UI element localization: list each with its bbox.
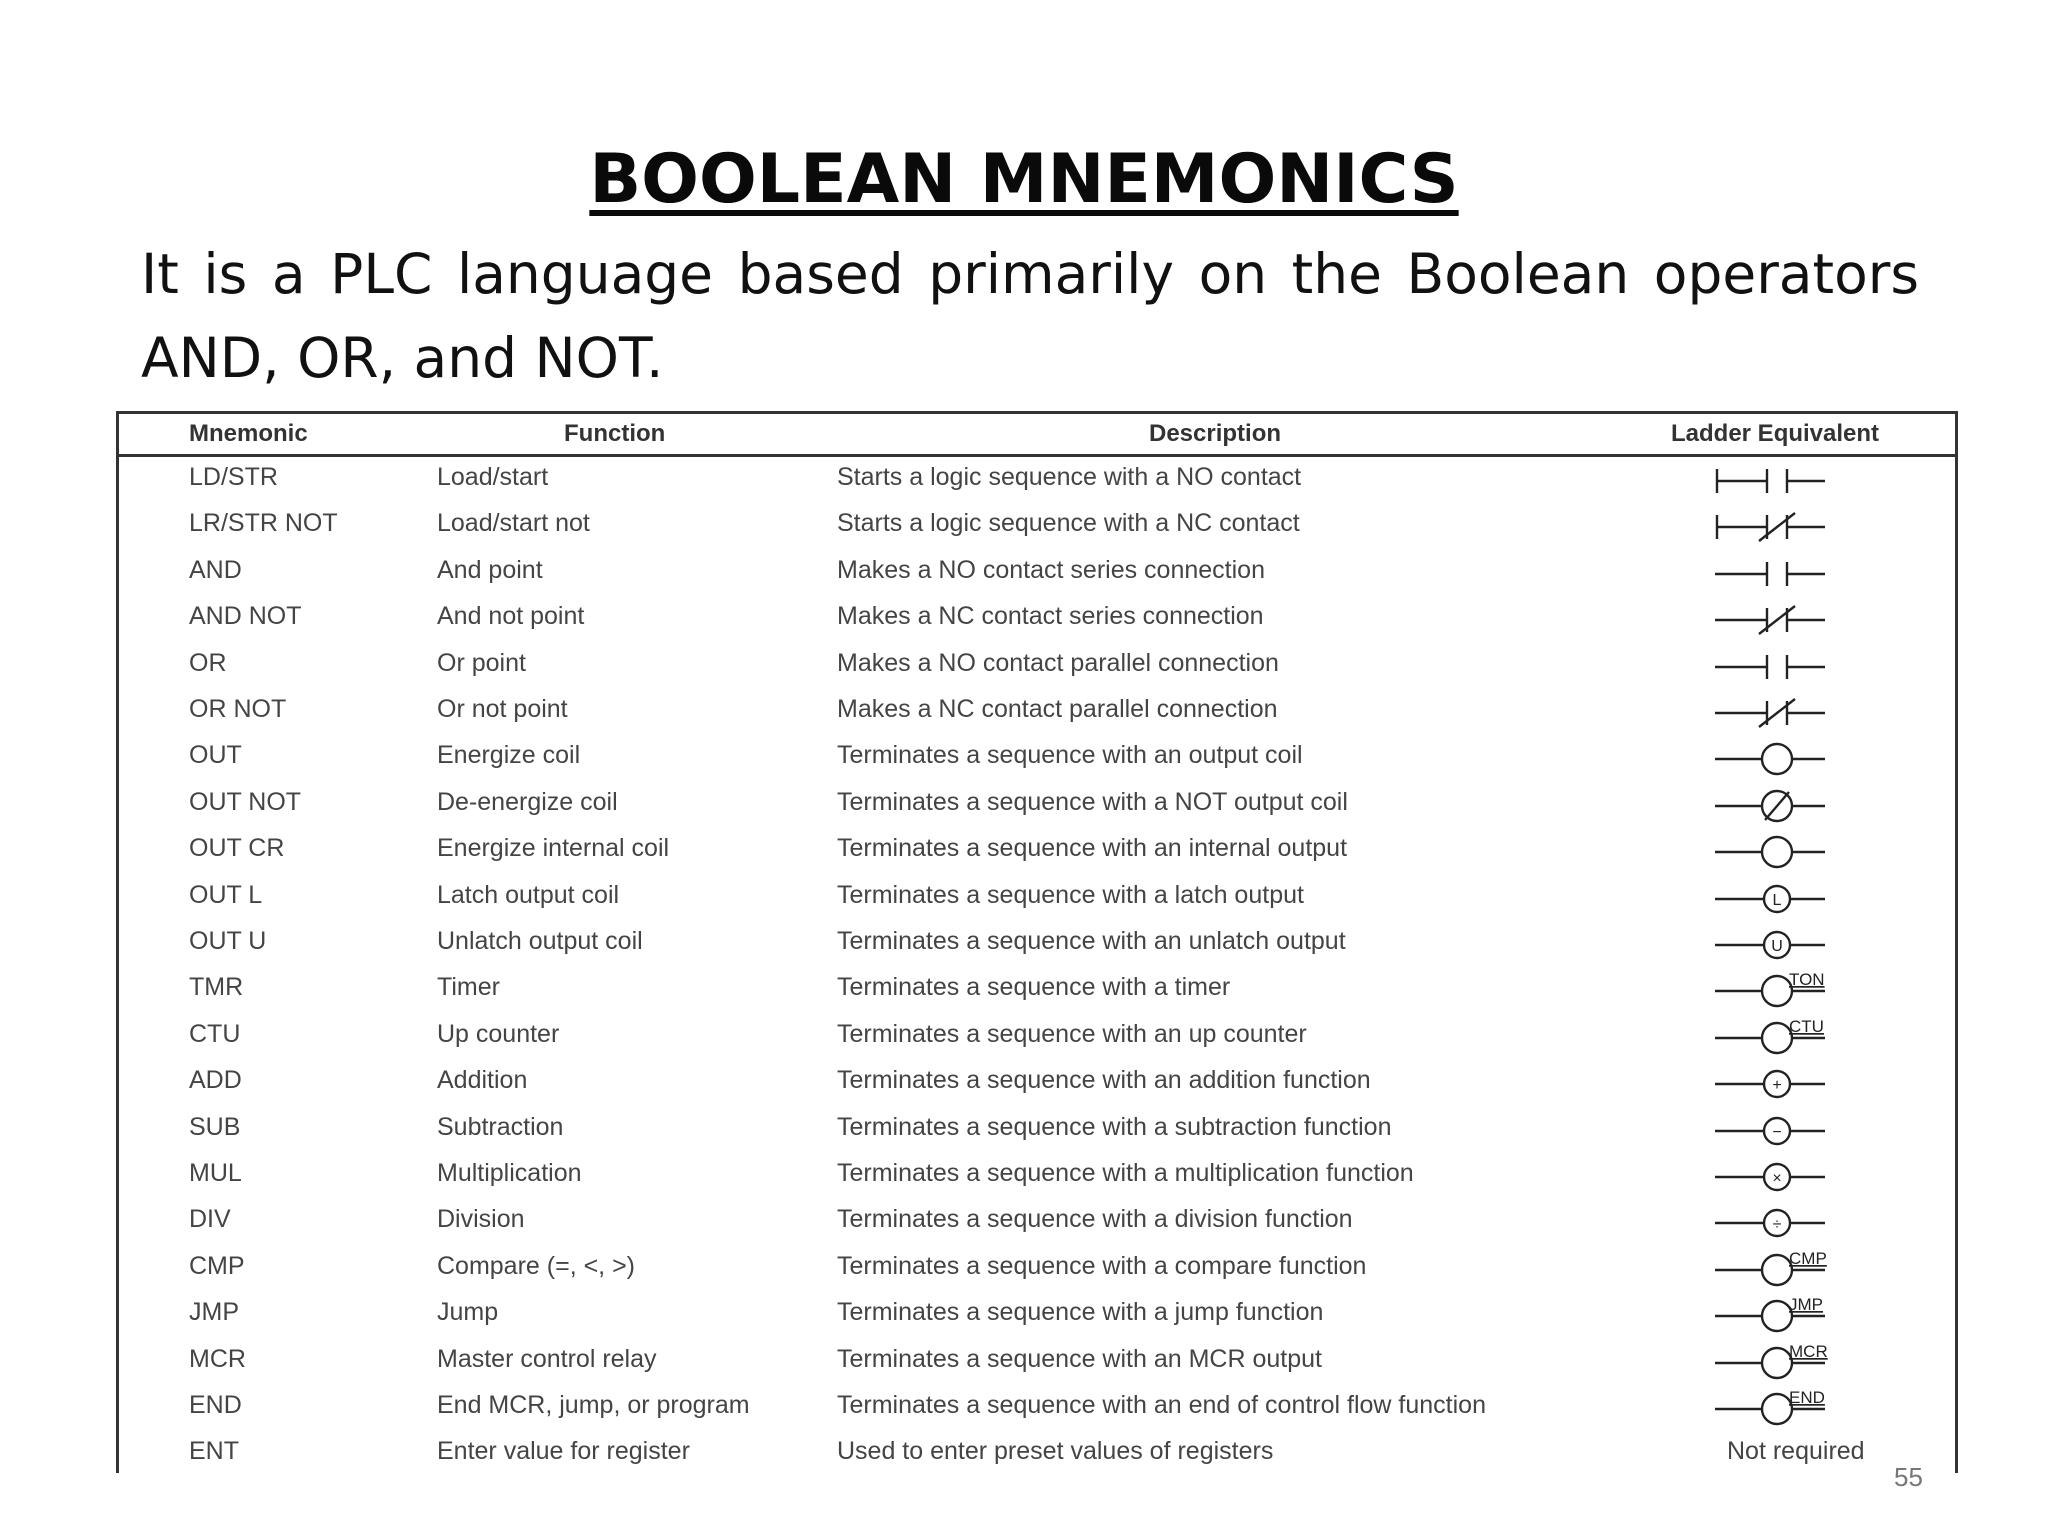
cell-function: Or point <box>437 648 526 677</box>
cell-mnemonic: OUT L <box>189 880 263 909</box>
cell-description: Terminates a sequence with a subtraction function <box>837 1112 1392 1141</box>
table-row <box>119 1246 1955 1292</box>
coil-letter-icon <box>1689 877 1849 919</box>
cell-description: Terminates a sequence with a division function <box>837 1205 1353 1234</box>
no-contact-icon <box>1689 645 1849 687</box>
no-contact-icon <box>1689 552 1849 594</box>
cell-description: Terminates a sequence with an addition function <box>837 1066 1371 1095</box>
cell-mnemonic: CTU <box>189 1019 241 1048</box>
cell-description: Makes a NO contact series connection <box>837 555 1265 584</box>
cell-function: Or not point <box>437 695 568 723</box>
table-row <box>119 1107 1955 1153</box>
cell-function: And point <box>437 555 543 584</box>
table-row <box>119 967 1955 1013</box>
cell-mnemonic: OUT NOT <box>189 787 302 816</box>
cell-description: Terminates a sequence with a NOT output coil <box>837 787 1348 816</box>
cell-description: Terminates a sequence with an internal output <box>837 834 1348 863</box>
cell-description: Terminates a sequence with a multiplication function <box>837 1159 1414 1187</box>
cell-function: Unlatch output coil <box>437 927 643 955</box>
cell-function: Division <box>437 1205 525 1234</box>
table-row <box>119 782 1955 828</box>
cell-function: Load/start not <box>437 509 590 538</box>
coil-tag-label: TON <box>1789 970 1825 990</box>
table-row <box>119 1339 1955 1385</box>
cell-function: Jump <box>437 1298 499 1327</box>
coil-tag-label: END <box>1789 1388 1825 1407</box>
cell-mnemonic: DIV <box>189 1205 231 1234</box>
cell-description: Terminates a sequence with an output coil <box>837 741 1303 770</box>
coil-tag-icon <box>1689 969 1849 1011</box>
coil-letter-icon <box>1689 1062 1849 1104</box>
coil-symbol-label: U <box>1771 938 1783 955</box>
cell-mnemonic: ENT <box>189 1437 239 1466</box>
coil-tag-icon <box>1689 1341 1849 1383</box>
cell-ladder-text: Not required <box>1727 1437 1865 1466</box>
coil-tag-label: MCR <box>1789 1341 1828 1361</box>
cell-description: Makes a NO contact parallel connection <box>837 648 1279 677</box>
table-row <box>119 1199 1955 1245</box>
coil-letter-icon <box>1689 1109 1849 1151</box>
intro-text: It is a PLC language based primarily on the Boolean operators AND, OR, and NOT. <box>141 242 1919 390</box>
cell-mnemonic: JMP <box>189 1298 239 1327</box>
coil-symbol-label: ÷ <box>1772 1216 1782 1234</box>
cell-mnemonic: MUL <box>189 1159 242 1187</box>
table-row <box>119 1385 1955 1431</box>
coil-icon <box>1689 830 1849 872</box>
cell-function: De-energize coil <box>437 787 618 816</box>
cell-function: End MCR, jump, or program <box>437 1391 750 1419</box>
cell-mnemonic: LR/STR NOT <box>189 509 338 538</box>
cell-mnemonic: AND NOT <box>189 602 302 631</box>
cell-function: Energize coil <box>437 741 581 770</box>
coil-letter-icon <box>1689 923 1849 965</box>
cell-mnemonic: ADD <box>189 1066 242 1095</box>
cell-function: And not point <box>437 602 585 631</box>
coil-tag-label: JMP <box>1789 1295 1823 1315</box>
cell-mnemonic: OR <box>189 648 227 677</box>
cell-mnemonic: MCR <box>189 1344 246 1373</box>
table-row <box>119 643 1955 689</box>
cell-function: Compare (=, <, >) <box>437 1251 635 1280</box>
cell-function: Latch output coil <box>437 880 620 909</box>
coil-tag-label: CTU <box>1789 1016 1824 1036</box>
cell-description: Terminates a sequence with an unlatch output <box>837 927 1346 955</box>
cell-description: Terminates a sequence with an end of control flow function <box>837 1391 1486 1419</box>
header-ladder-equivalent: Ladder Equivalent <box>1671 420 1880 447</box>
cell-function: Energize internal coil <box>437 834 670 863</box>
table-row <box>119 1153 1955 1199</box>
mnemonics-table <box>116 411 1958 1473</box>
cell-function: Timer <box>437 973 500 1002</box>
nc-contact-icon <box>1689 598 1849 640</box>
table-row <box>119 921 1955 967</box>
table-row <box>119 596 1955 642</box>
cell-description: Makes a NC contact series connection <box>837 602 1264 631</box>
header-description: Description <box>1149 420 1282 447</box>
slide-title: BOOLEAN MNEMONICS <box>589 140 1459 219</box>
cell-mnemonic: END <box>189 1391 242 1419</box>
not-coil-icon <box>1689 784 1849 826</box>
coil-icon <box>1689 737 1849 779</box>
page-number: 55 <box>1894 1462 1923 1492</box>
table-row <box>119 503 1955 549</box>
cell-description: Terminates a sequence with an MCR output <box>837 1344 1322 1373</box>
table-row <box>119 550 1955 596</box>
cell-description: Terminates a sequence with a timer <box>837 973 1231 1002</box>
coil-tag-icon <box>1689 1294 1849 1336</box>
coil-tag-icon <box>1689 1248 1849 1290</box>
coil-tag-icon <box>1689 1016 1849 1058</box>
cell-mnemonic: OUT CR <box>189 834 285 863</box>
cell-mnemonic: OUT <box>189 741 242 770</box>
cell-mnemonic: SUB <box>189 1112 241 1141</box>
cell-function: Master control relay <box>437 1344 657 1373</box>
cell-description: Terminates a sequence with a latch output <box>837 880 1304 909</box>
cell-mnemonic: LD/STR <box>189 463 278 491</box>
cell-description: Starts a logic sequence with a NC contact <box>837 509 1300 538</box>
nc-contact-icon <box>1689 691 1849 733</box>
cell-function: Load/start <box>437 463 549 491</box>
header-mnemonic: Mnemonic <box>189 420 308 447</box>
cell-mnemonic: TMR <box>189 973 244 1002</box>
cell-function: Enter value for register <box>437 1437 690 1466</box>
cell-mnemonic: OR NOT <box>189 695 287 723</box>
table-row <box>119 1060 1955 1106</box>
coil-tag-icon <box>1689 1387 1849 1429</box>
coil-symbol-label: × <box>1772 1170 1782 1187</box>
coil-symbol-label: − <box>1772 1123 1782 1141</box>
header-function: Function <box>564 420 666 447</box>
table-header <box>119 414 1955 457</box>
cell-description: Terminates a sequence with an up counter <box>837 1019 1307 1048</box>
coil-letter-icon <box>1689 1201 1849 1243</box>
coil-symbol-label: + <box>1772 1077 1782 1095</box>
cell-description: Starts a logic sequence with a NO contact <box>837 463 1302 491</box>
cell-mnemonic: OUT U <box>189 927 267 955</box>
table-row <box>119 875 1955 921</box>
table-row <box>119 689 1955 735</box>
table-row <box>119 735 1955 781</box>
cell-description: Makes a NC contact parallel connection <box>837 695 1278 723</box>
cell-description: Terminates a sequence with a compare function <box>837 1251 1367 1280</box>
cell-description: Terminates a sequence with a jump function <box>837 1298 1324 1327</box>
cell-mnemonic: CMP <box>189 1251 245 1280</box>
cell-function: Up counter <box>437 1019 560 1048</box>
table-row <box>119 828 1955 874</box>
cell-mnemonic: AND <box>189 555 242 584</box>
cell-function: Subtraction <box>437 1112 564 1141</box>
nc-contact-start-icon <box>1689 505 1849 547</box>
cell-description: Used to enter preset values of registers <box>837 1437 1274 1466</box>
cell-function: Addition <box>437 1066 528 1095</box>
coil-letter-icon <box>1689 1155 1849 1197</box>
coil-tag-label: CMP <box>1789 1248 1827 1268</box>
table-row <box>119 1431 1955 1477</box>
table-row <box>119 457 1955 503</box>
coil-symbol-label: L <box>1772 891 1782 909</box>
table-row <box>119 1292 1955 1338</box>
table-row <box>119 1014 1955 1060</box>
no-contact-start-icon <box>1689 459 1849 501</box>
cell-function: Multiplication <box>437 1159 582 1187</box>
